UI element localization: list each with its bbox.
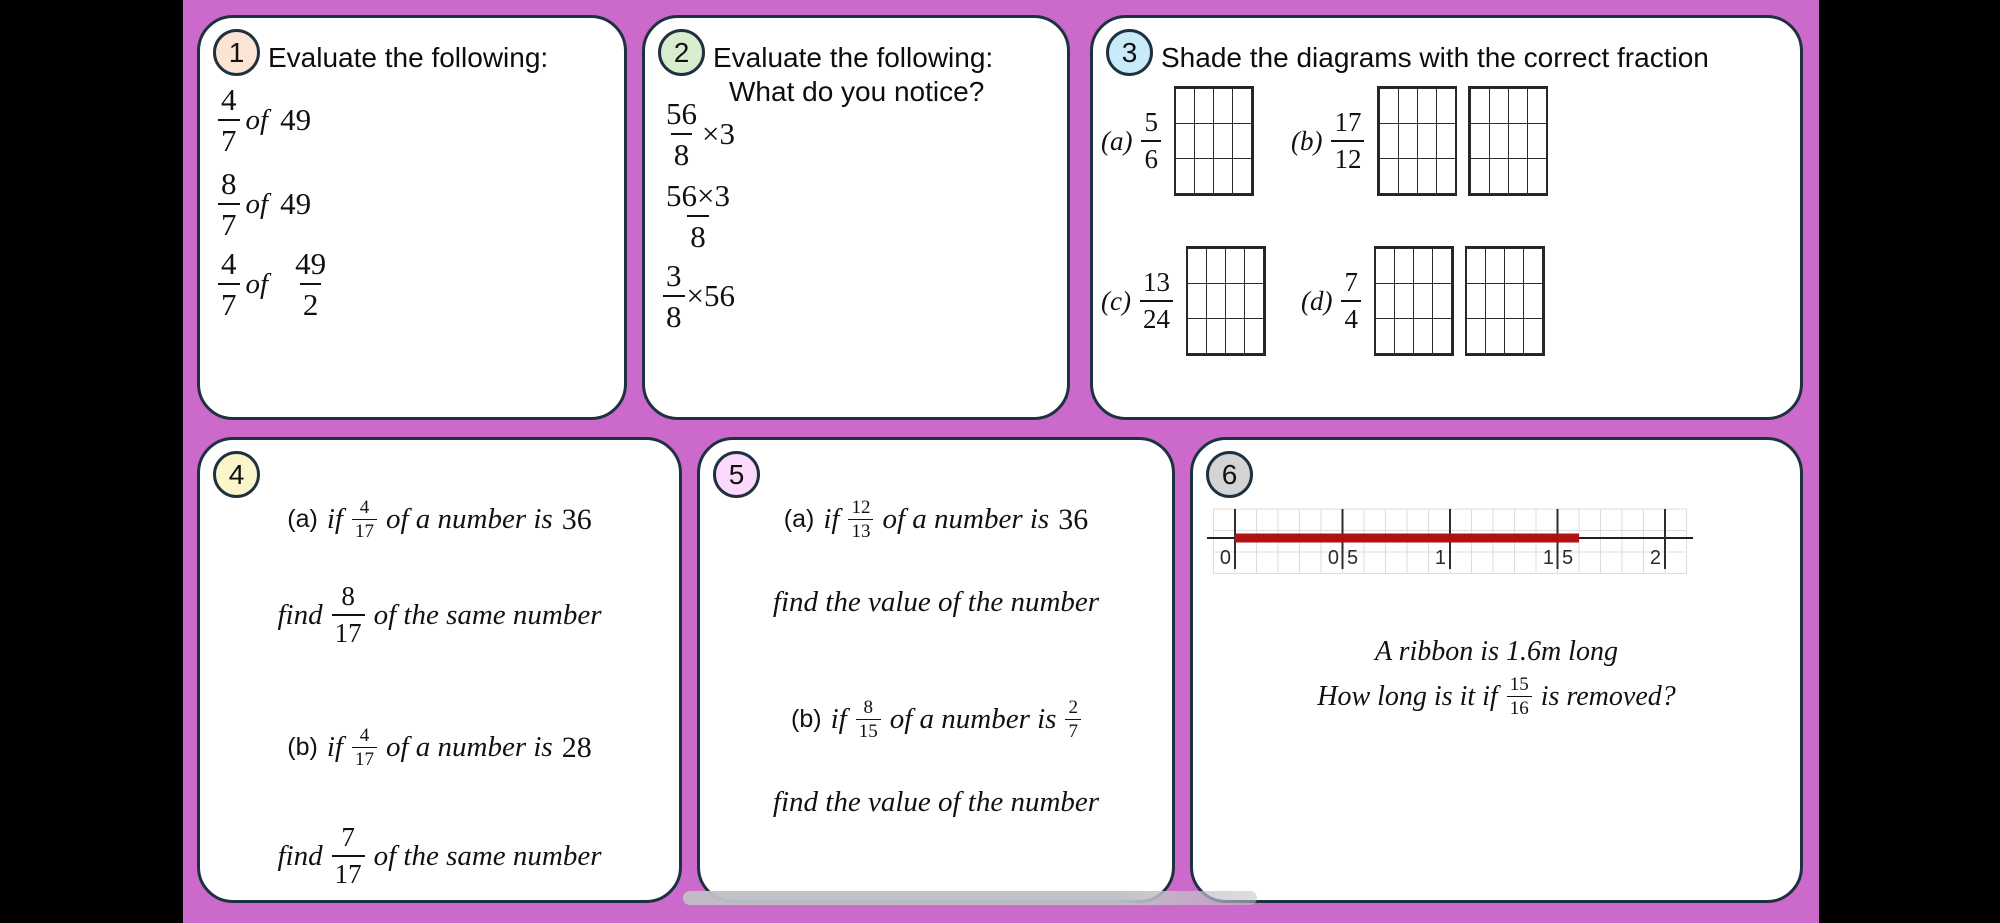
shade-item-a: [1101, 86, 1254, 196]
grid-cell: [1527, 88, 1547, 124]
grid-cell: [1417, 123, 1437, 159]
grid-cell: [1398, 158, 1418, 194]
fraction-grid-diagram: [1465, 246, 1545, 356]
grid-cell: [1470, 88, 1490, 124]
question-1-badge: [213, 29, 260, 76]
fraction: $\frac{56}{8}$: [666, 96, 697, 172]
grid-cell: [1244, 318, 1264, 354]
fraction: 13 24: [1140, 269, 1173, 333]
fraction-grids: [1186, 246, 1266, 356]
tick-label: 1: [1434, 547, 1446, 569]
grid-cell: [1394, 248, 1414, 284]
grid-cell: [1379, 158, 1399, 194]
grid-cell: [1394, 283, 1414, 319]
grid-cell: [1194, 123, 1214, 159]
grid-cell: [1213, 158, 1233, 194]
fraction: 7 4: [1341, 269, 1361, 333]
grid-cell: [1504, 283, 1524, 319]
question-1-number: 1: [228, 36, 245, 68]
grid-cell: [1470, 158, 1490, 194]
statement-line: (b) if 4 17 of a number is 28: [287, 725, 592, 770]
grid-cell: [1379, 123, 1399, 159]
tick-label: 2: [1649, 547, 1661, 569]
grid-cell: [1213, 88, 1233, 124]
card-question-5: [697, 437, 1175, 903]
grid-cell: [1466, 248, 1486, 284]
grid-cell: [1398, 88, 1418, 124]
fraction: 4 7: [218, 84, 240, 156]
statement-line: find the value of the number: [772, 786, 1100, 818]
question-5-number: 5: [728, 458, 745, 490]
grid-cell: [1225, 318, 1245, 354]
fraction: 56×3 8: [666, 178, 730, 254]
grid-cell: [1470, 123, 1490, 159]
fraction-grid-diagram: [1174, 86, 1254, 196]
grid-cell: [1206, 283, 1226, 319]
card-2-title: Evaluate the following:: [713, 42, 994, 73]
fraction-grids: [1174, 86, 1254, 196]
grid-cell: [1508, 158, 1528, 194]
fraction-grid-diagram: [1377, 86, 1457, 196]
fraction: 8 15: [856, 698, 881, 741]
question-6-badge: [1206, 451, 1253, 498]
grid-cell: [1508, 123, 1528, 159]
operand: 49: [280, 186, 312, 221]
item-label: (a) 5 6: [1101, 109, 1161, 173]
grid-cell: [1175, 123, 1195, 159]
operand: 49: [280, 102, 312, 137]
item-label: (b) 17 12: [1291, 109, 1364, 173]
fraction: 15 16: [1507, 675, 1532, 718]
card-2-subtitle: What do you notice?: [729, 76, 985, 107]
grid-cell: [1175, 88, 1195, 124]
grid-cell: [1232, 158, 1252, 194]
fraction: 49 2: [295, 246, 327, 322]
problem-expression: [218, 84, 311, 156]
grid-cell: [1432, 318, 1452, 354]
grid-cell: [1466, 318, 1486, 354]
of-word: of: [245, 267, 269, 300]
statement-line: (a) if 4 17 of a number is 36: [287, 497, 592, 542]
grid-cell: [1187, 283, 1207, 319]
operand: ×3: [702, 116, 735, 151]
grid-cell: [1504, 318, 1524, 354]
question-2-badge: [658, 29, 705, 76]
of-word: of: [245, 187, 269, 220]
grid-cell: [1175, 158, 1195, 194]
tick-label: 5: [1347, 547, 1359, 569]
card-question-2: [642, 15, 1070, 420]
grid-cell: [1436, 158, 1456, 194]
fraction: 12 13: [848, 498, 873, 541]
number-line-svg: [1205, 506, 1705, 586]
shade-item-b: [1291, 86, 1548, 196]
statement-line: (b) if 8 15 of a number is 2 7: [700, 698, 1172, 741]
fraction-grid-diagram: [1186, 246, 1266, 356]
grid-cell: [1244, 248, 1264, 284]
operand: ×56: [686, 278, 735, 313]
question-2-number: 2: [673, 36, 690, 68]
grid-cell: [1394, 318, 1414, 354]
grid-cell: [1187, 318, 1207, 354]
number-line: [1205, 506, 1705, 586]
question-3-number: 3: [1121, 36, 1138, 68]
problem-expression: [663, 98, 735, 170]
grid-cell: [1232, 123, 1252, 159]
grid-cell: [1187, 248, 1207, 284]
card-question-4: [197, 437, 682, 903]
fraction: 4 17: [352, 726, 377, 769]
grid-cell: [1436, 123, 1456, 159]
fraction: 4 7: [218, 248, 240, 320]
grid-cell: [1413, 283, 1433, 319]
card-question-6: [1190, 437, 1803, 903]
grid-cell: [1485, 318, 1505, 354]
grid-cell: [1485, 283, 1505, 319]
statement-line: find 7 17 of the same number: [277, 822, 602, 889]
question-4-badge: [213, 451, 260, 498]
grid-cell: [1375, 248, 1395, 284]
problem-expression: [218, 168, 311, 240]
grid-cell: [1523, 283, 1543, 319]
of-word: of: [245, 103, 269, 136]
ribbon-line-2: How long is it if 15 16 is removed?: [1317, 674, 1676, 719]
grid-cell: [1485, 248, 1505, 284]
grid-cell: [1527, 123, 1547, 159]
question-5-badge: [713, 451, 760, 498]
question-4-number: 4: [228, 458, 245, 490]
grid-cell: [1489, 158, 1509, 194]
statement-line: find the value of the number: [772, 586, 1100, 618]
grid-cell: [1413, 248, 1433, 284]
horizontal-scrollbar-thumb[interactable]: [683, 891, 1257, 905]
fraction: 8 7: [218, 168, 240, 240]
fraction: $\frac{3}{8}$: [663, 260, 685, 332]
grid-cell: [1508, 88, 1528, 124]
grid-cell: [1466, 283, 1486, 319]
grid-cell: [1398, 123, 1418, 159]
grid-cell: [1375, 283, 1395, 319]
question-6-number: 6: [1221, 458, 1238, 490]
grid-cell: [1489, 123, 1509, 159]
grid-cell: [1504, 248, 1524, 284]
grid-cell: [1417, 88, 1437, 124]
grid-cell: [1232, 88, 1252, 124]
problem-expression: [663, 260, 735, 332]
grid-cell: [1194, 158, 1214, 194]
grid-cell: [1523, 248, 1543, 284]
fraction: 8 17: [332, 583, 365, 647]
shade-item-d: [1301, 246, 1545, 356]
card-3-title: Shade the diagrams with the correct fraction: [1161, 42, 1709, 73]
problem-expression: [218, 248, 329, 320]
fraction: 17 12: [1331, 109, 1364, 173]
fraction: 7 17: [332, 824, 365, 888]
grid-cell: [1244, 283, 1264, 319]
grid-cell: [1527, 158, 1547, 194]
grid-cell: [1225, 248, 1245, 284]
grid-cell: [1489, 88, 1509, 124]
tick-label: 0: [1327, 547, 1339, 569]
fraction-grids: [1377, 86, 1548, 196]
fraction: 2 7: [1065, 698, 1081, 741]
grid-cell: [1432, 248, 1452, 284]
tick-label: 0: [1219, 547, 1231, 569]
grid-cell: [1206, 318, 1226, 354]
grid-cell: [1225, 283, 1245, 319]
grid-cell: [1206, 248, 1226, 284]
card-question-3: [1090, 15, 1803, 420]
card-question-1: [197, 15, 627, 420]
item-label: (d) 7 4: [1301, 269, 1361, 333]
grid-cell: [1432, 283, 1452, 319]
card-1-title: Evaluate the following:: [268, 42, 549, 73]
ribbon-question: [1193, 636, 1800, 718]
grid-cell: [1413, 318, 1433, 354]
shade-item-c: [1101, 246, 1266, 356]
grid-cell: [1523, 318, 1543, 354]
fraction-grid-diagram: [1374, 246, 1454, 356]
grid-cell: [1213, 123, 1233, 159]
ribbon-line-1: A ribbon is 1.6m long: [1375, 636, 1618, 667]
grid-cell: [1379, 88, 1399, 124]
grid-cell: [1194, 88, 1214, 124]
fraction-grid-diagram: [1468, 86, 1548, 196]
fraction: 5 6: [1141, 109, 1161, 173]
grid-cell: [1417, 158, 1437, 194]
tick-label: 5: [1562, 547, 1574, 569]
fraction-grids: [1374, 246, 1545, 356]
problem-expression: [663, 180, 735, 252]
item-label: (c) 13 24: [1101, 269, 1173, 333]
statement-line: find 8 17 of the same number: [277, 581, 602, 648]
grid-cell: [1436, 88, 1456, 124]
question-3-badge: [1106, 29, 1153, 76]
tick-label: 1: [1542, 547, 1554, 569]
fraction: 4 17: [352, 498, 377, 541]
grid-cell: [1375, 318, 1395, 354]
statement-line: (a) if 12 13 of a number is 36: [783, 497, 1089, 542]
